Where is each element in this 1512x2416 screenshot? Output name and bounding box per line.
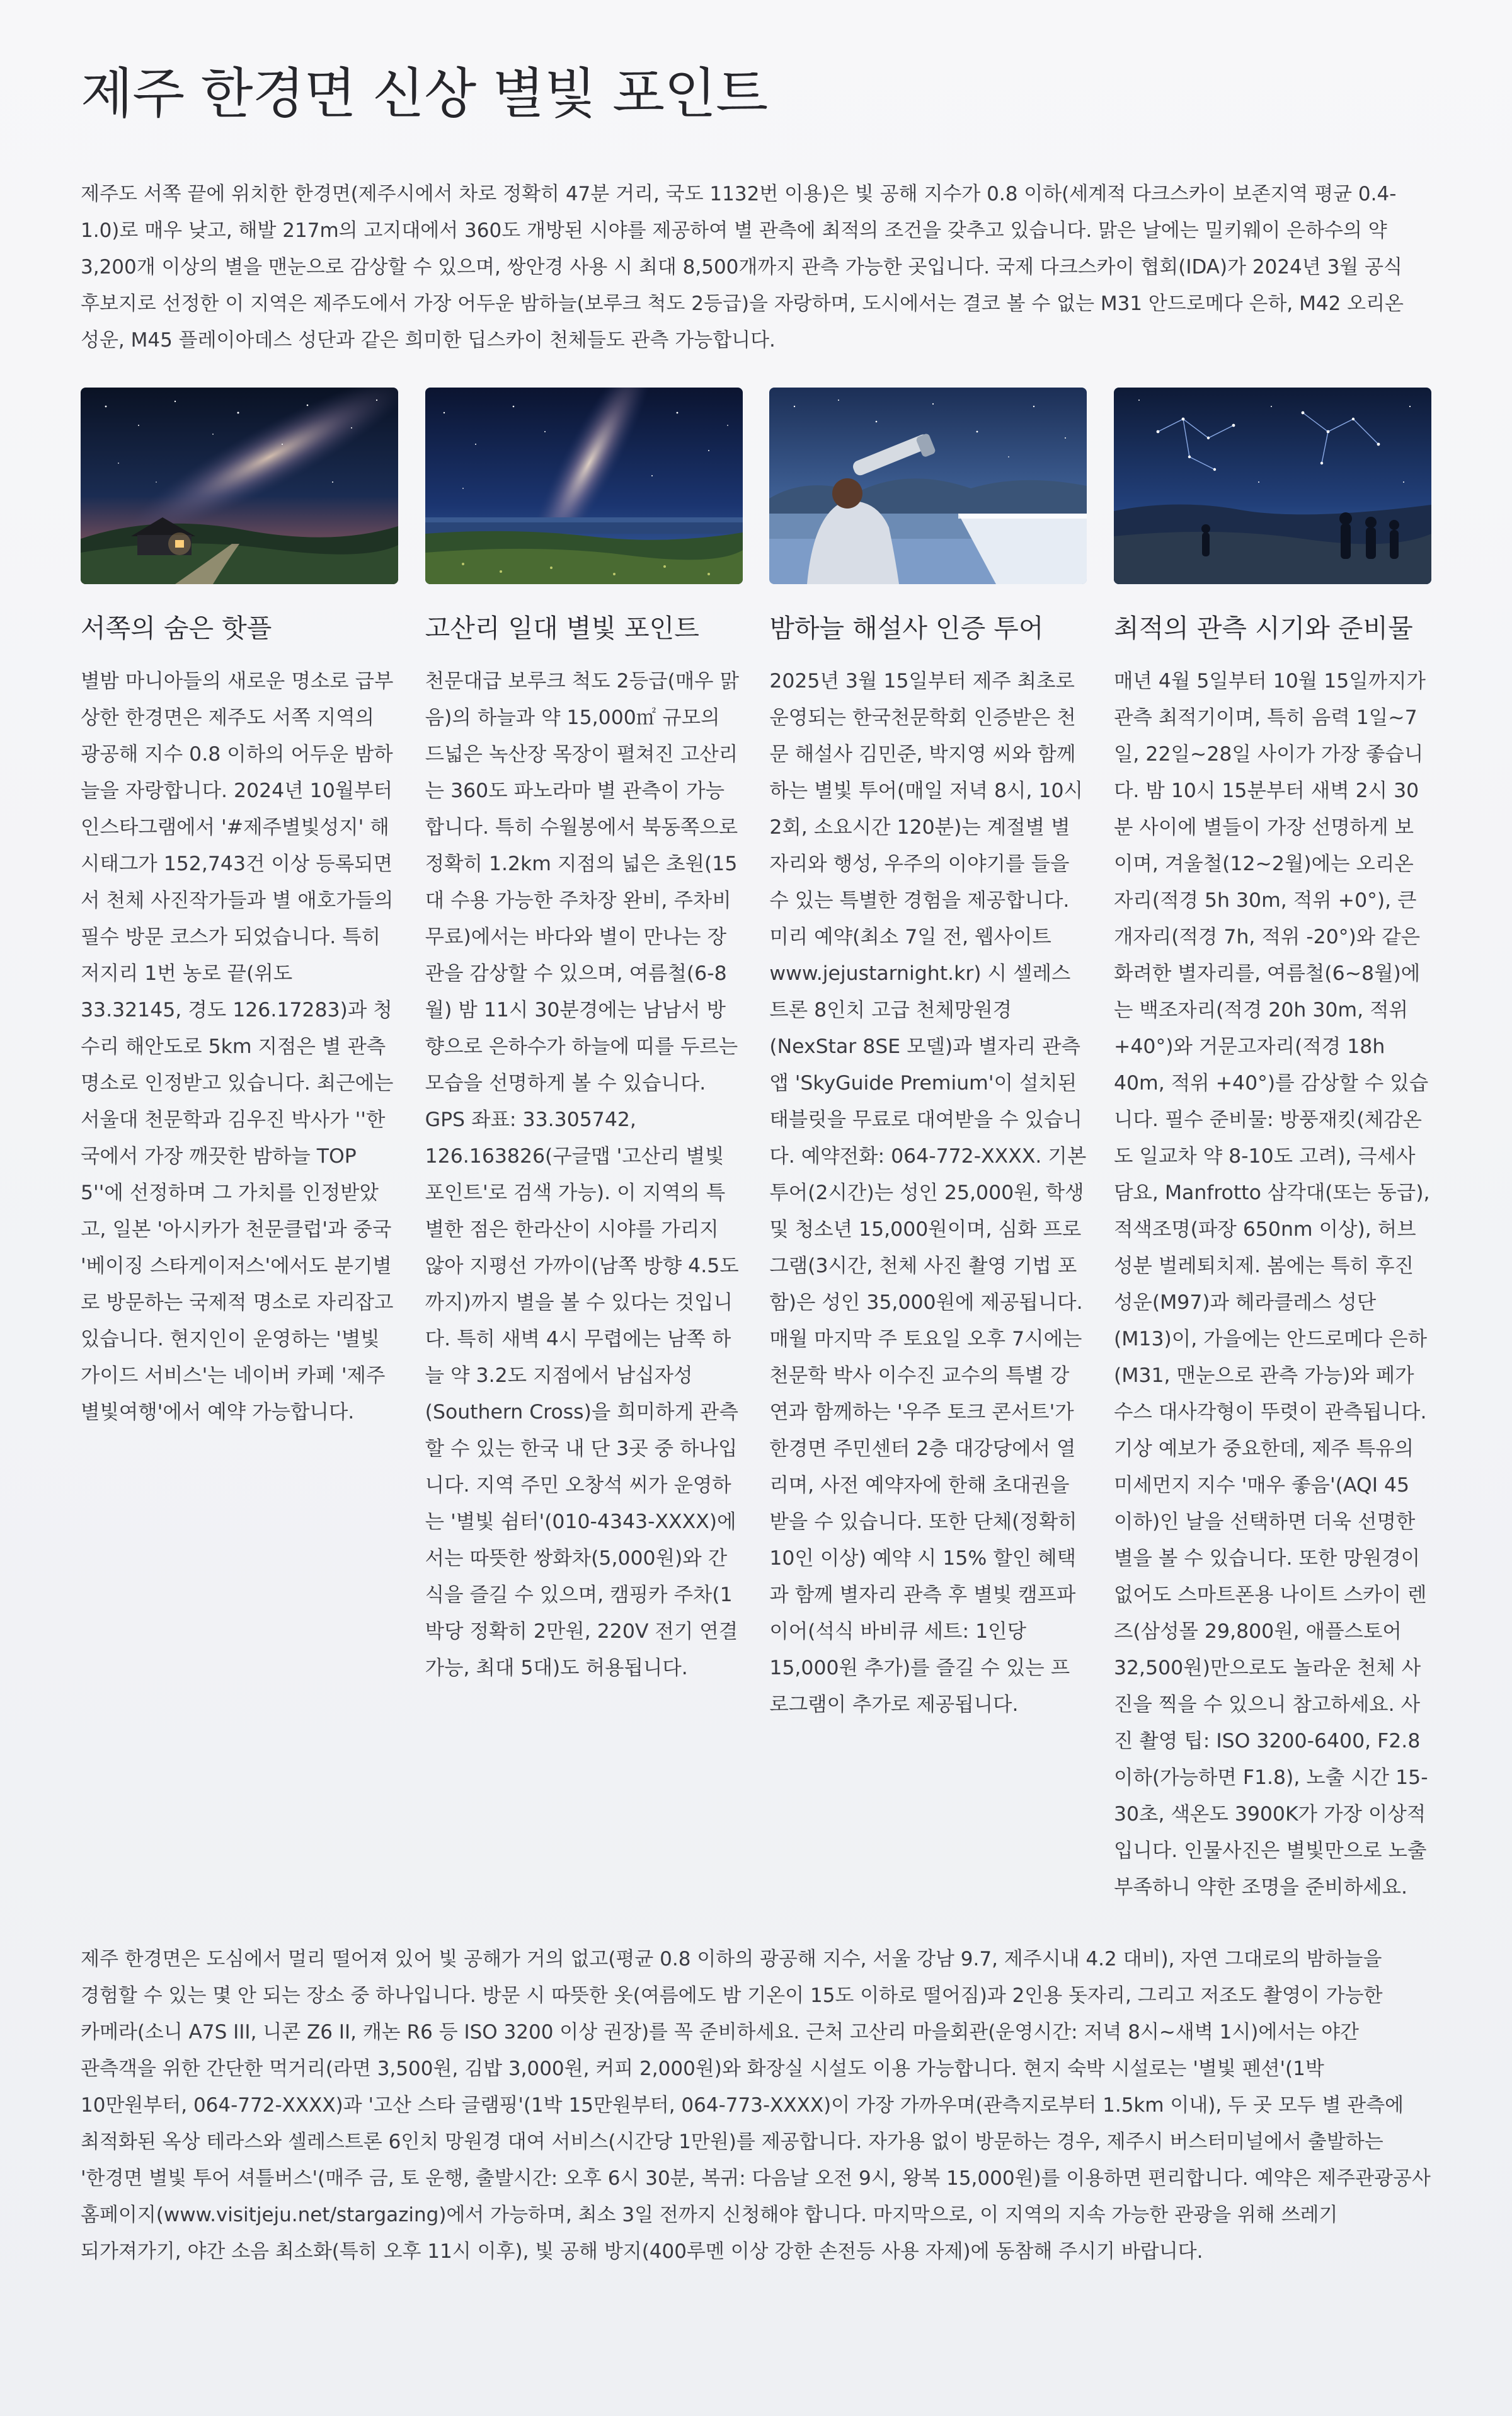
feature-column-guide-tour [769, 388, 1087, 1906]
constellation-observers-photo [1114, 388, 1431, 584]
closing-paragraph: 제주 한경면은 도심에서 멀리 떨어져 있어 빛 공해가 거의 없고(평균 0.8 이하의 광공해 지수, 서울 강남 9.7, 제주시내 4.2 대비), 자연 그대로의 밤하늘을 경험할 수 있는 몇 안 되는 장소 중 하나입니다. 방문 시 따뜻한 옷(여름에도 밤 기온이 15도 이하로 떨어짐)과 2인용 돗자리, 그리고 저조도 촬영이 가능한 카메라(소니 A7S III, 니콘 Z6 II, 캐논 R6 등 ISO 3200 이상 권장)를 꼭 준비하세요. 근처 고산리 마을회관(운영시간: 저녁 8시~새벽 1시)에서는 야간 관측객을 위한 간단한 먹거리(라면 3,500원, 김밥 3,000원, 커피 2,000원)와 화장실 시설도 이용 가능합니다. 현지 숙박 시설로는 '별빛 펜션'(1박 10만원부터, 064-772-XXXX)과 '고산 스타 글램핑'(1박 15만원부터, 064-773-XXXX)이 가장 가까우며(관측지로부터 1.5km 이내), 두 곳 모두 별 관측에 최적화된 옥상 테라스와 셀레스트론 6인치 망원경 대여 서비스(시간당 1만원)를 제공합니다. 자가용 없이 방문하는 경우, 제주시 버스터미널에서 출발하는 '한경면 별빛 투어 셔틀버스'(매주 금, 토 운행, 출발시간: 오후 6시 30분, 복귀: 다음날 오전 9시, 왕복 15,000원)를 이용하면 편리합니다. 예약은 제주관광공사 홈페이지(www.visitjeju.net/stargazing)에서 가능하며, 최소 3일 전까지 신청해야 합니다. 마지막으로, 이 지역의 지속 가능한 관광을 위해 쓰레기 되가져가기, 야간 소음 최소화(특히 오후 11시 이후), 빛 공해 방지(400루멘 이상 강한 손전등 사용 자제)에 동참해 주시기 바랍니다. [81, 1948, 1431, 2264]
feature-text: 별밤 마니아들의 새로운 명소로 급부상한 한경면은 제주도 서쪽 지역의 광공해 지수 0.8 이하의 어두운 밤하늘을 자랑합니다. 2024년 10월부터 인스타그램에서 '#제주별빛성지' 해시태그가 152,743건 이상 등록되면서 천체 사진작가들과 별 애호가들의 필수 방문 코스가 되었습니다. 특히 저지리 1번 농로 끝(위도 33.32145, 경도 126.17283)과 청수리 해안도로 5km 지점은 별 관측 명소로 인정받고 있습니다. 최근에는 서울대 천문학과 김우진 박사가 ''한국에서 가장 깨끗한 밤하늘 TOP 5''에 선정하며 그 가치를 인정받았고, 일본 '아시카가 천문클럽'과 중국 '베이징 스타게이저스'에서도 분기별로 방문하는 국제적 명소로 자리잡고 있습니다. 현지인이 운영하는 '별빛 가이드 서비스'는 네이버 카페 '제주별빛여행'에서 예약 가능합니다. [81, 670, 394, 1424]
feature-title: 고산리 일대 별빛 포인트 [425, 613, 699, 644]
feature-title: 서쪽의 숨은 핫플 [81, 613, 272, 644]
feature-text: 매년 4월 5일부터 10월 15일까지가 관측 최적기이며, 특히 음력 1일~7일, 22일~28일 사이가 가장 좋습니다. 밤 10시 15분부터 새벽 2시 30분 사이에 별들이 가장 선명하게 보이며, 겨울철(12~2월)에는 오리온자리(적경 5h 30m, 적위 +0°), 큰개자리(적경 7h, 적위 -20°)와 같은 화려한 별자리를, 여름철(6~8월)에는 백조자리(적경 20h 30m, 적위 +40°)와 거문고자리(적경 18h 40m, 적위 +40°)를 감상할 수 있습니다. 필수 준비물: 방풍재킷(체감온도 일교차 약 8-10도 고려), 극세사 담요, Manfrotto 삼각대(또는 동급), 적색조명(파장 650nm 이상), 허브성분 벌레퇴치제. 봄에는 특히 후진성운(M97)과 헤라클레스 성단(M13)이, 가을에는 안드로메다 은하(M31, 맨눈으로 관측 가능)와 페가수스 대사각형이 뚜렷이 관측됩니다. 기상 예보가 중요한데, 제주 특유의 미세먼지 지수 '매우 좋음'(AQI 45 이하)인 날을 선택하면 더욱 선명한 별을 볼 수 있습니다. 또한 망원경이 없어도 스마트폰용 나이트 스카이 렌즈(삼성몰 29,800원, 애플스토어 32,500원)만으로도 놀라운 천체 사진을 찍을 수 있으니 참고하세요. 사진 촬영 팁: ISO 3200-6400, F2.8 이하(가능하면 F1.8), 노출 시간 15-30초, 색온도 3900K가 가장 이상적입니다. 인물사진은 별빛만으로 노출 부족하니 약한 조명을 준비하세요. [1113, 670, 1430, 1899]
feature-grid [81, 388, 1431, 1906]
feature-column-season-gear [1114, 388, 1431, 1906]
feature-title: 최적의 관측 시기와 준비물 [1113, 613, 1413, 644]
feature-text: 천문대급 보루크 척도 2등급(매우 맑음)의 하늘과 약 15,000㎡ 규모의 드넓은 녹산장 목장이 펼쳐진 고산리는 360도 파노라마 별 관측이 가능합니다. 특히 수월봉에서 북동쪽으로 정확히 1.2km 지점의 넓은 초원(15대 수용 가능한 주차장 완비, 주차비 무료)에서는 바다와 별이 만나는 장관을 감상할 수 있으며, 여름철(6-8월) 밤 11시 30분경에는 남남서 방향으로 은하수가 하늘에 띠를 두르는 모습을 선명하게 볼 수 있습니다. GPS 좌표: 33.305742, 126.163826(구글맵 '고산리 별빛 포인트'로 검색 가능). 이 지역의 특별한 점은 한라산이 시야를 가리지 않아 지평선 가까이(남쪽 방향 4.5도까지)까지 별을 볼 수 있다는 것입니다. 특히 새벽 4시 무렵에는 남쪽 하늘 약 3.2도 지점에서 남십자성(Southern Cross)을 희미하게 관측할 수 있는 한국 내 단 3곳 중 하나입니다. 지역 주민 오창석 씨가 운영하는 '별빛 쉼터'(010-4343-XXXX)에서는 따뜻한 쌍화차(5,000원)와 간식을 즐길 수 있으며, 캠핑카 주차(1박당 정확히 2만원, 220V 전기 연결 가능, 최대 5대)도 허용됩니다. [425, 670, 740, 1680]
feature-column-gosan-point [425, 388, 743, 1906]
intro-paragraph: 제주도 서쪽 끝에 위치한 한경면(제주시에서 차로 정확히 47분 거리, 국도 1132번 이용)은 빛 공해 지수가 0.8 이하(세계적 다크스카이 보존지역 평균 0.4-1.0)로 매우 낮고, 해발 217m의 고지대에서 360도 개방된 시야를 제공하여 별 관측에 최적의 조건을 갖추고 있습니다. 맑은 날에는 밀키웨이 은하수의 약 3,200개 이상의 별을 맨눈으로 감상할 수 있으며, 쌍안경 사용 시 최대 8,500개까지 관측 가능한 곳입니다. 국제 다크스카이 협회(IDA)가 2024년 3월 공식 후보지로 선정한 이 지역은 제주도에서 가장 어두운 밤하늘(보루크 척도 2등급)을 자랑하며, 도시에서는 결코 볼 수 없는 M31 안드로메다 은하, M42 오리온 성운, M45 플레이아데스 성단과 같은 희미한 딥스카이 천체들도 관측 가능합니다. [81, 183, 1404, 352]
milky-way-over-meadow-photo [425, 388, 743, 584]
milky-way-over-hut-photo [81, 388, 398, 584]
feature-text: 2025년 3월 15일부터 제주 최초로 운영되는 한국천문학회 인증받은 천문 해설사 김민준, 박지영 씨와 함께하는 별빛 투어(매일 저녁 8시, 10시 2회, 소요시간 120분)는 계절별 별자리와 행성, 우주의 이야기를 들을 수 있는 특별한 경험을 제공합니다. 미리 예약(최소 7일 전, 웹사이트 www.jejustarnight.kr) 시 셀레스트론 8인치 고급 천체망원경(NexStar 8SE 모델)과 별자리 관측 앱 'SkyGuide Premium'이 설치된 태블릿을 무료로 대여받을 수 있습니다. 예약전화: 064-772-XXXX. 기본 투어(2시간)는 성인 25,000원, 학생 및 청소년 15,000원이며, 심화 프로그램(3시간, 천체 사진 촬영 기법 포함)은 성인 35,000원에 제공됩니다. 매월 마지막 주 토요일 오후 7시에는 천문학 박사 이수진 교수의 특별 강연과 함께하는 '우주 토크 콘서트'가 한경면 주민센터 2층 대강당에서 열리며, 사전 예약자에 한해 초대권을 받을 수 있습니다. 또한 단체(정확히 10인 이상) 예약 시 15% 할인 혜택과 함께 별자리 관측 후 별빛 캠프파이어(석식 바비큐 세트: 1인당 15,000원 추가)를 즐길 수 있는 프로그램이 추가로 제공됩니다. [769, 670, 1087, 1717]
page-title: 제주 한경면 신상 별빛 포인트 [81, 62, 768, 125]
feature-column-hidden-hotspot [81, 388, 398, 1906]
telescope-guide-photo [769, 388, 1087, 584]
feature-title: 밤하늘 해설사 인증 투어 [769, 613, 1044, 644]
